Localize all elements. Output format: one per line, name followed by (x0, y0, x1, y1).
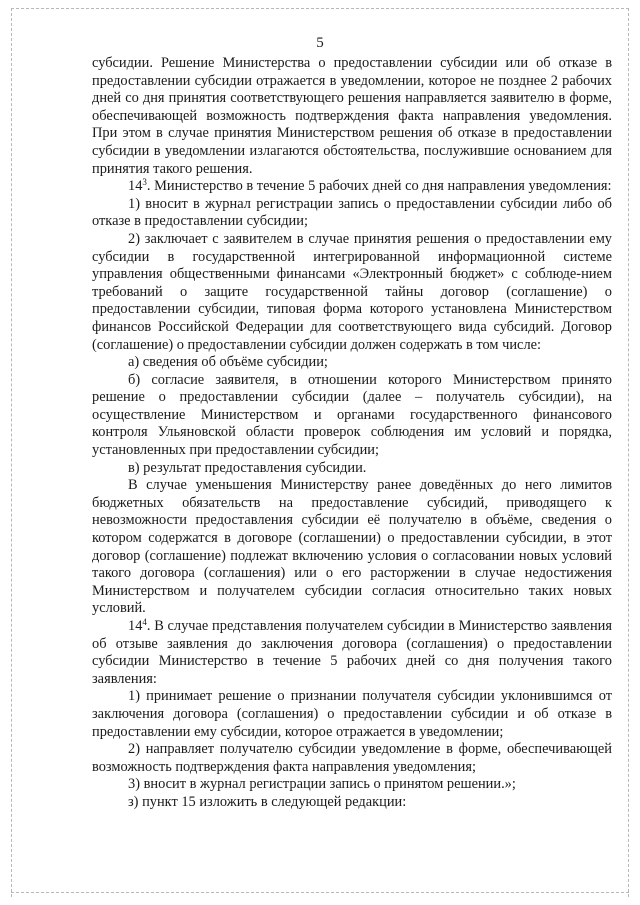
document-body (92, 55, 612, 812)
paragraph-subitem-b: б) согласие заявителя, в отношении которого Министерством принято решение о предоставлении субсидии (далее – получатель субсидии), на осуществление Министерством и органами государственного финансового контроля Ульяновской области проверок соблюдения им условий и порядка, установленных при предоставлении субсидии; (92, 371, 612, 459)
paragraph-limits-reduction: В случае уменьшения Министерству ранее доведённых до него лимитов бюджетных обязательств на предоставление субсидий, приводящего к невозможности предоставления субсидии её получателю в объёме, сведения о котором содержатся в договоре (соглашении) о предоставлении субсидии, в этот договор (соглашение) подлежат включению условия о согласовании новых условий такого договора (соглашения) или о его расторжении в случае недостижения Министерством и получателем субсидии согласия относительно таких новых условий. (92, 477, 612, 617)
paragraph-subitem-v: в) результат предоставления субсидии. (128, 459, 367, 476)
item-number: 14 (128, 618, 143, 634)
paragraph-point-15-intro: з) пункт 15 изложить в следующей редакции: (128, 793, 407, 810)
paragraph-subitem-1b: 1) принимает решение о признании получателя субсидии уклонившимся от заключения договора (соглашения) о предоставлении субсидии и об отказе в предоставлении ему субсидии, которое отражается в уведомлении; (92, 688, 612, 740)
paragraph-subitem-3b: 3) вносит в журнал регистрации запись о принятом решении.»; (128, 776, 516, 793)
page-edge-top (11, 8, 629, 9)
paragraph-subitem-2b: 2) направляет получателю субсидии уведомление в форме, обеспечивающей возможность подтверждения факта направления уведомления; (92, 741, 612, 775)
paragraph-continuation: субсидии. Решение Министерства о предоставлении субсидии или об отказе в предоставлении субсидии отражается в уведомлении, которое не позднее 2 рабочих дней со дня принятия соответствующего решения направляется заявителю в форме, обеспечивающей возможность подтверждения факта направления уведомления. При этом в случае принятия Министерством решения об отказе в предоставлении субсидии в уведомлении излагаются обстоятельства, послужившие основанием для принятия такого решения. (92, 55, 612, 177)
paragraph-item-14-3 (92, 178, 612, 196)
page-edge-bottom (11, 892, 629, 893)
item-superscript: 4 (142, 617, 147, 627)
item-text: . Министерство в течение 5 рабочих дней со дня направления уведомления: (146, 178, 612, 195)
paragraph-subitem-a: а) сведения об объёме субсидии; (128, 354, 328, 371)
item-text: . В случае представления получателем субсидии в Министерство заявления об отзыве заявления до заключения договора (соглашения) о предоставлении субсидии Министерство в течение 5 рабочих дней со дня получения такого заявления: (92, 618, 612, 687)
paragraph-item-14-4 (92, 618, 612, 688)
item-superscript: 3 (142, 177, 147, 188)
item-number: 14 (128, 178, 143, 195)
page-number: 5 (316, 35, 324, 51)
paragraph-subitem-1: 1) вносит в журнал регистрации запись о предоставлении субсидии либо об отказе в предоставлении субсидии; (92, 195, 612, 230)
paragraph-subitem-2: 2) заключает с заявителем в случае принятия решения о предоставлении ему субсидии в государственной интегрированной информационной системе управления общественными финансами «Электронный бюджет» с соблюде-нием требований о защите государственной тайны договор (соглашение) о предоставлении субсидии, типовая форма которого установлена Министерством финансов Российской Федерации для соответствующего вида субсидий. Договор (соглашение) о предоставлении субсидии должен содержать в том числе: (92, 230, 612, 353)
